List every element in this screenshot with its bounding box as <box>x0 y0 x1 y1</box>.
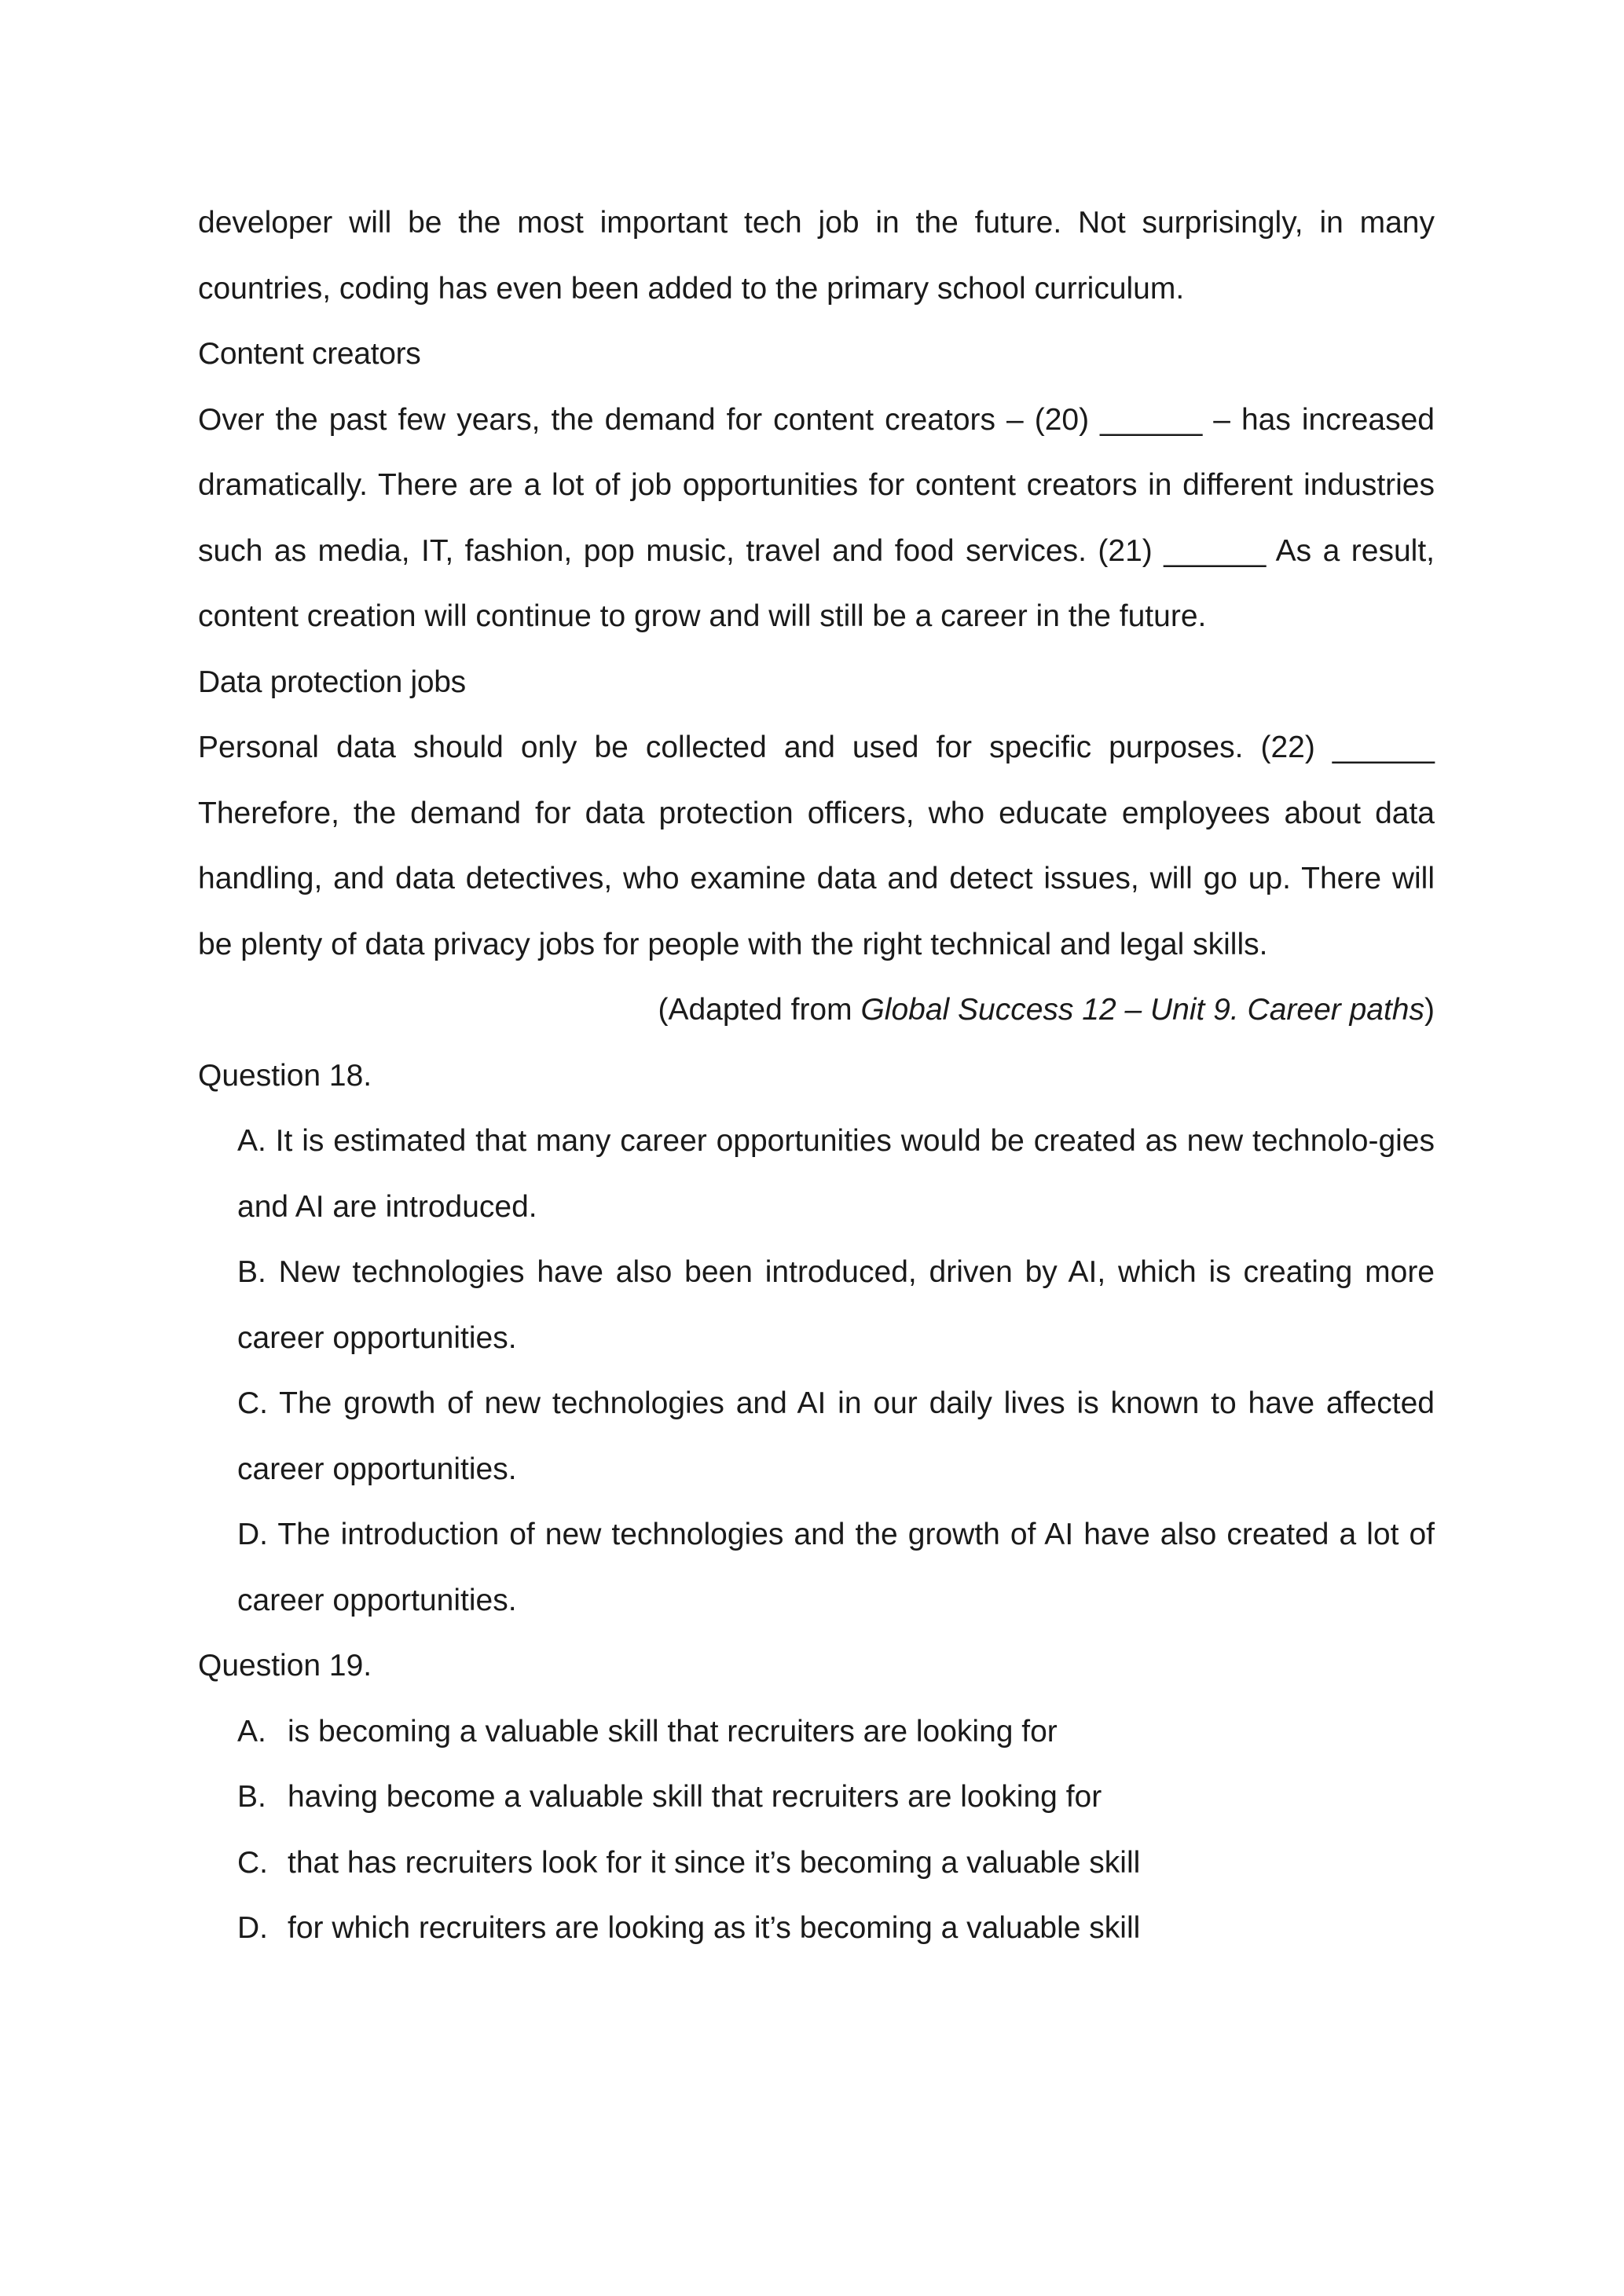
source-prefix: (Adapted from <box>658 993 861 1027</box>
option-text: for which recruiters are looking as it’s becoming a valuable skill <box>288 1911 1141 1945</box>
option-text: is becoming a valuable skill that recruiters are looking for <box>288 1714 1058 1749</box>
option-text: that has recruiters look for it since it’s becoming a valuable skill <box>288 1845 1141 1880</box>
question-19-option-c <box>198 1830 1435 1896</box>
source-citation <box>198 977 1435 1043</box>
section-body-data-protection: Personal data should only be collected and used for specific purposes. (22) ______ Therefore, the demand for data protection officers, who educate employees about data handling, and data detectives, who examine data and detect issues, will go up. There will be plenty of data privacy jobs for people with the right technical and legal skills. <box>198 731 1435 961</box>
question-18-option-c: C. The growth of new technologies and AI in our daily lives is known to have affected career opportunities. <box>237 1386 1435 1486</box>
question-19-option-a <box>198 1699 1435 1765</box>
source-title: Global Success 12 – Unit 9. Career paths <box>860 993 1424 1027</box>
source-suffix: ) <box>1424 993 1435 1027</box>
section-heading-data-protection: Data protection jobs <box>198 665 466 699</box>
section-heading-content-creators: Content creators <box>198 337 421 371</box>
question-19-title: Question 19. <box>198 1649 372 1683</box>
question-19-option-d <box>198 1895 1435 1961</box>
question-19-option-b <box>198 1764 1435 1830</box>
question-18-option-b: B. New technologies have also been introduced, driven by AI, which is creating more career opportunities. <box>237 1255 1435 1355</box>
question-18-option-a: A. It is estimated that many career opportunities would be created as new technolo-gies and AI are introduced. <box>237 1124 1435 1224</box>
option-letter: B. <box>237 1780 266 1814</box>
option-text: having become a valuable skill that recruiters are looking for <box>288 1780 1102 1814</box>
option-letter: D. <box>237 1911 268 1945</box>
option-letter: A. <box>237 1714 266 1749</box>
intro-continuation-paragraph: developer will be the most important tech job in the future. Not surprisingly, in many countries, coding has even been added to the primary school curriculum. <box>198 206 1435 306</box>
document-page <box>198 190 1435 1961</box>
option-letter: C. <box>237 1845 268 1880</box>
section-body-content-creators: Over the past few years, the demand for content creators – (20) ______ – has increased dramatically. There are a lot of job opportunities for content creators in different industries such as media, IT, fashion, pop music, travel and food services. (21) ______ As a result, content creation will continue to grow and will still be a career in the future. <box>198 402 1435 633</box>
question-18-title: Question 18. <box>198 1058 372 1093</box>
question-18-option-d: D. The introduction of new technologies and the growth of AI have also created a lot of career opportunities. <box>237 1518 1435 1617</box>
